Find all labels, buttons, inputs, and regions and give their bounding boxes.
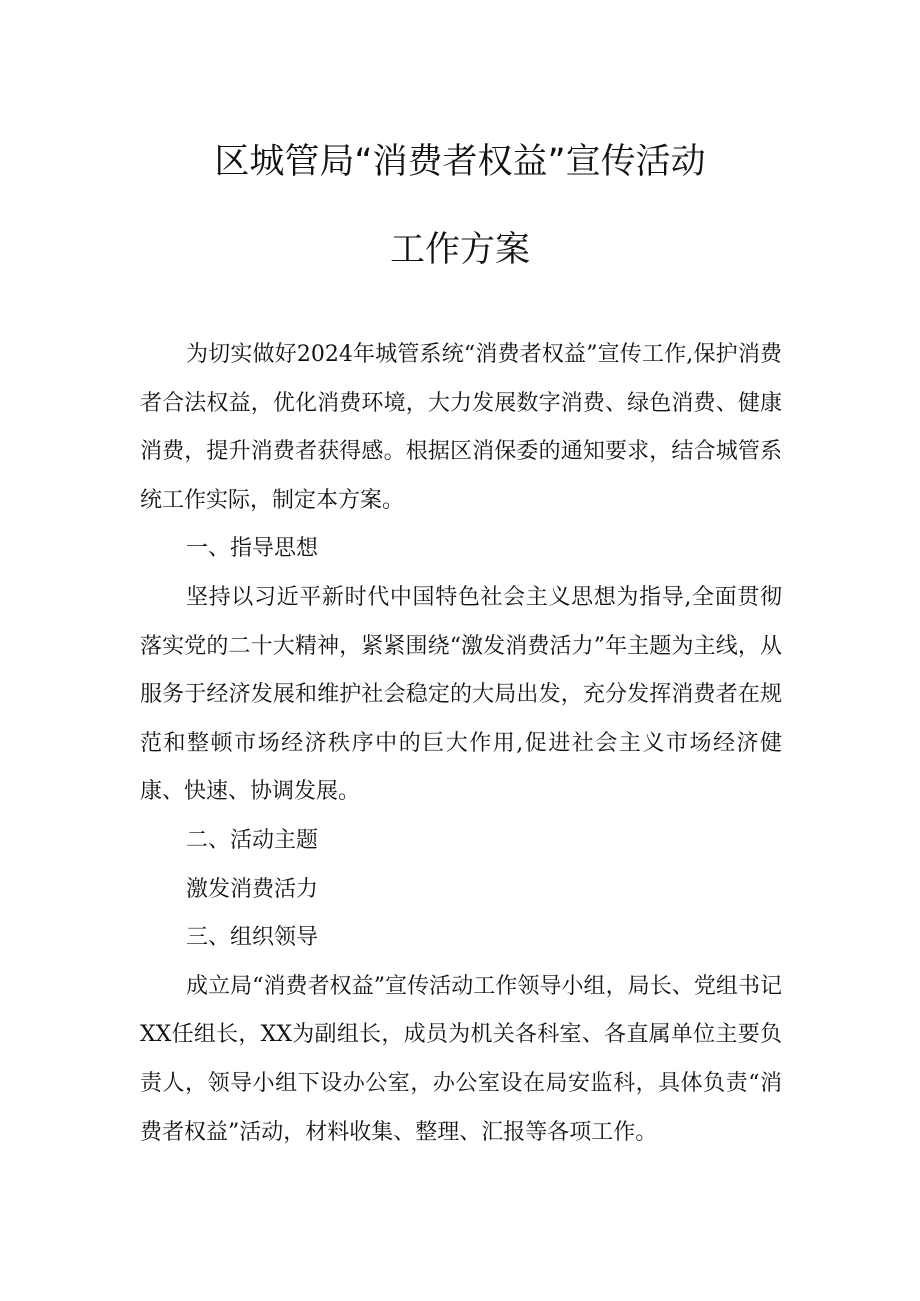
paragraph-intro: 为切实做好2024年城管系统“消费者权益”宣传工作,保护消费者合法权益，优化消费环境，大力发展数字消费、绿色消费、健康消费，提升消费者获得感。根据区消保委的通知要求，结合城管系统工作实际，制定本方案。: [140, 342, 782, 513]
paragraph-organization: 成立局“消费者权益”宣传活动工作领导小组，局长、党组书记XX任组长，XX为副组长，成员为机关各科室、各直属单位主要负责人，领导小组下设办公室，办公室设在局安监科，具体负责“消费者权益”活动，材料收集、整理、汇报等各项工作。: [140, 973, 782, 1145]
section-heading-organization: 三、组织领导: [186, 925, 319, 951]
document-title-line-1: 区城管局“消费者权益”宣传活动: [214, 142, 706, 182]
section-heading-guiding-ideology: 一、指导思想: [186, 536, 319, 562]
paragraph-guiding-ideology: 坚持以习近平新时代中国特色社会主义思想为指导,全面贯彻落实党的二十大精神，紧紧围绕“激发消费活力”年主题为主线，从服务于经济发展和维护社会稳定的大局出发，充分发挥消费者在规范和整顿市场经济秩序中的巨大作用,促进社会主义市场经济健康、快速、协调发展。: [140, 584, 782, 805]
section-heading-activity-theme: 二、活动主题: [186, 827, 319, 853]
document-title-line-2: 工作方案: [389, 230, 530, 270]
paragraph-activity-theme: 激发消费活力: [186, 876, 319, 902]
document-body: [140, 331, 782, 1157]
